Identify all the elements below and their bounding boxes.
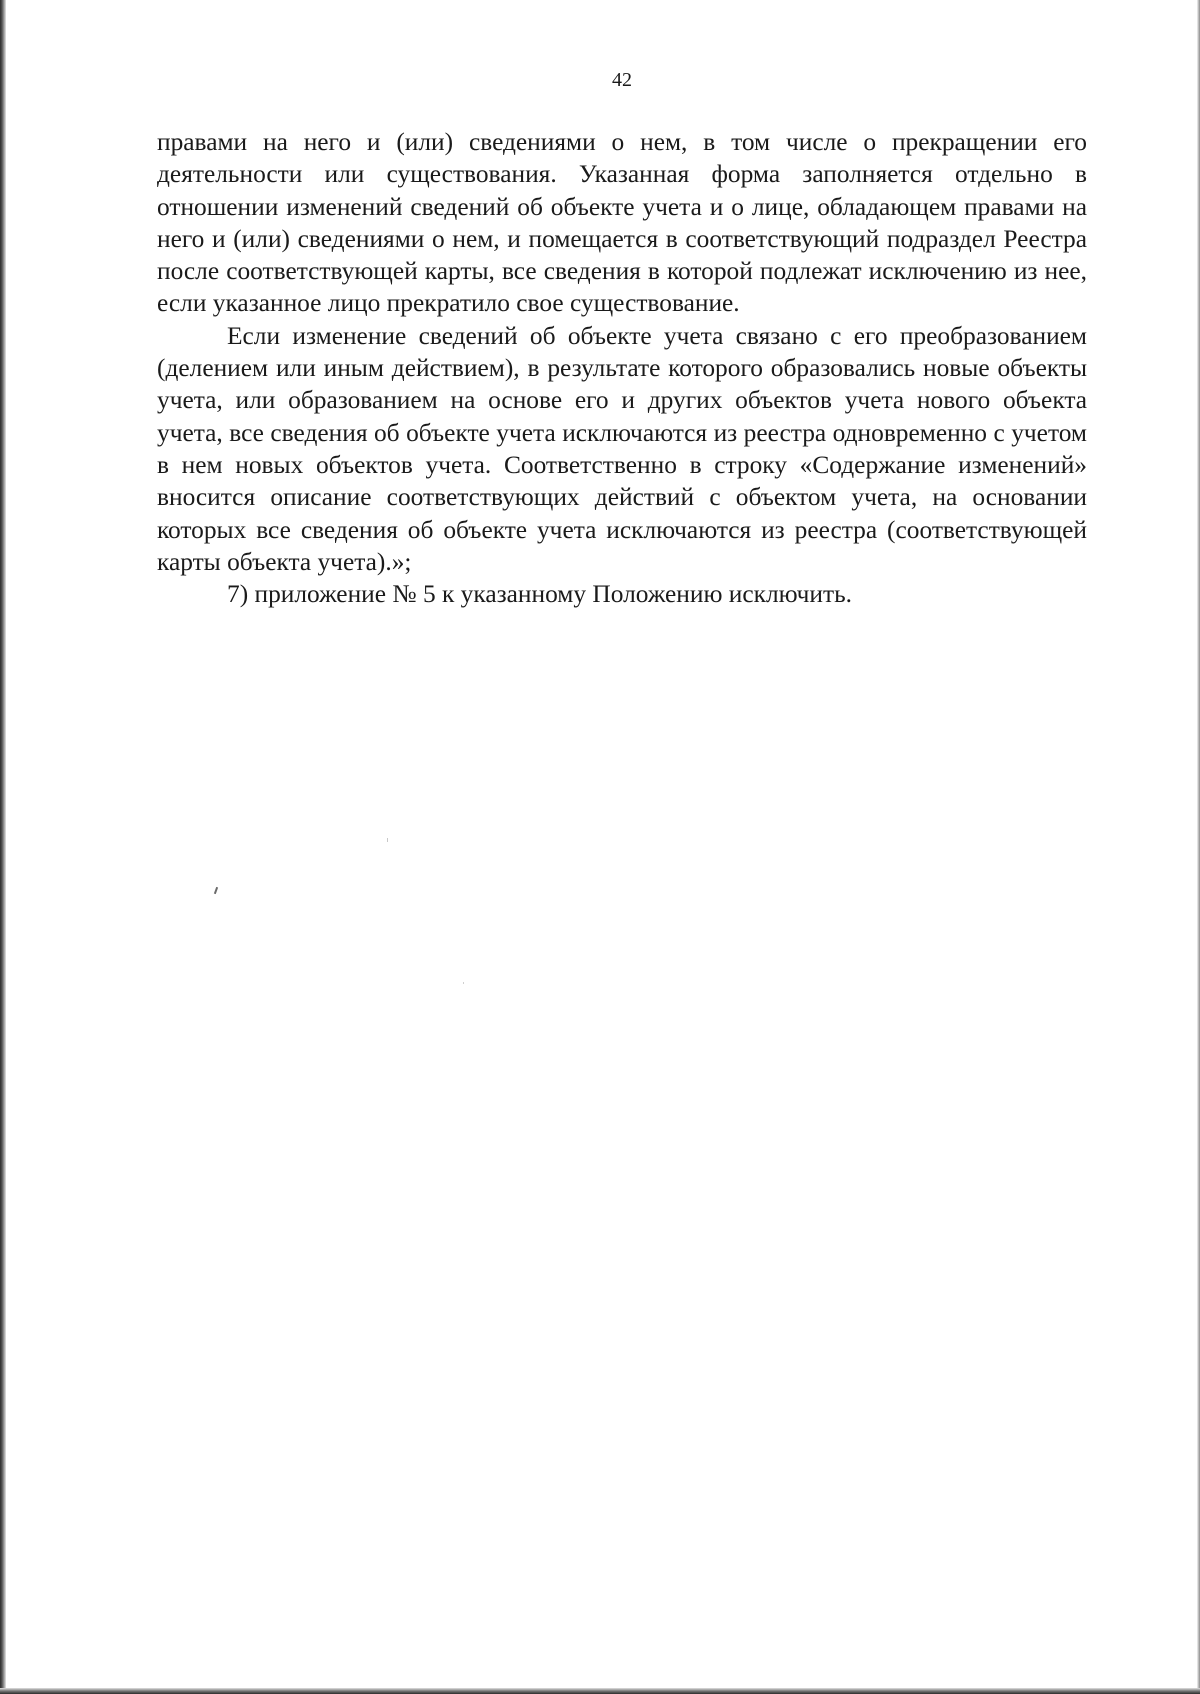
document-body: [157, 126, 1087, 610]
scan-speck: [387, 838, 388, 842]
scan-speck: [463, 982, 464, 984]
scan-edge-bottom: [0, 1688, 1200, 1694]
page-number: 42: [612, 69, 632, 91]
scan-speck: [214, 887, 218, 894]
paragraph-transformation: Если изменение сведений об объекте учета связано с его преобразованием (делением или иным действием), в результате которого образовались новые объекты учета, или образованием на основе его и других объектов учета нового объекта учета, все сведения об объекте учета исключаются из реестра одновременно с учетом в нем новых объектов учета. Соответственно в строку «Содержание изменений» вносится описание соответствующих действий с объектом учета, на основании которых все сведения об объекте учета исключаются из реестра (соответствующей карты объекта учета).»;: [157, 321, 1087, 576]
scan-edge-left: [0, 0, 6, 1694]
paragraph-continuation: правами на него и (или) сведениями о нем, в том числе о прекращении его деятельности или существования. Указанная форма заполняется отдельно в отношении изменений сведений об объекте учета и о лице, обладающем правами на него и (или) сведениями о нем, и помещается в соответствующий подраздел Реестра после соответствующей карты, все сведения в которой подлежат исключению из нее, если указанное лицо прекратило свое существование.: [157, 128, 1087, 318]
paragraph-item-7: 7) приложение № 5 к указанному Положению исключить.: [227, 580, 853, 609]
